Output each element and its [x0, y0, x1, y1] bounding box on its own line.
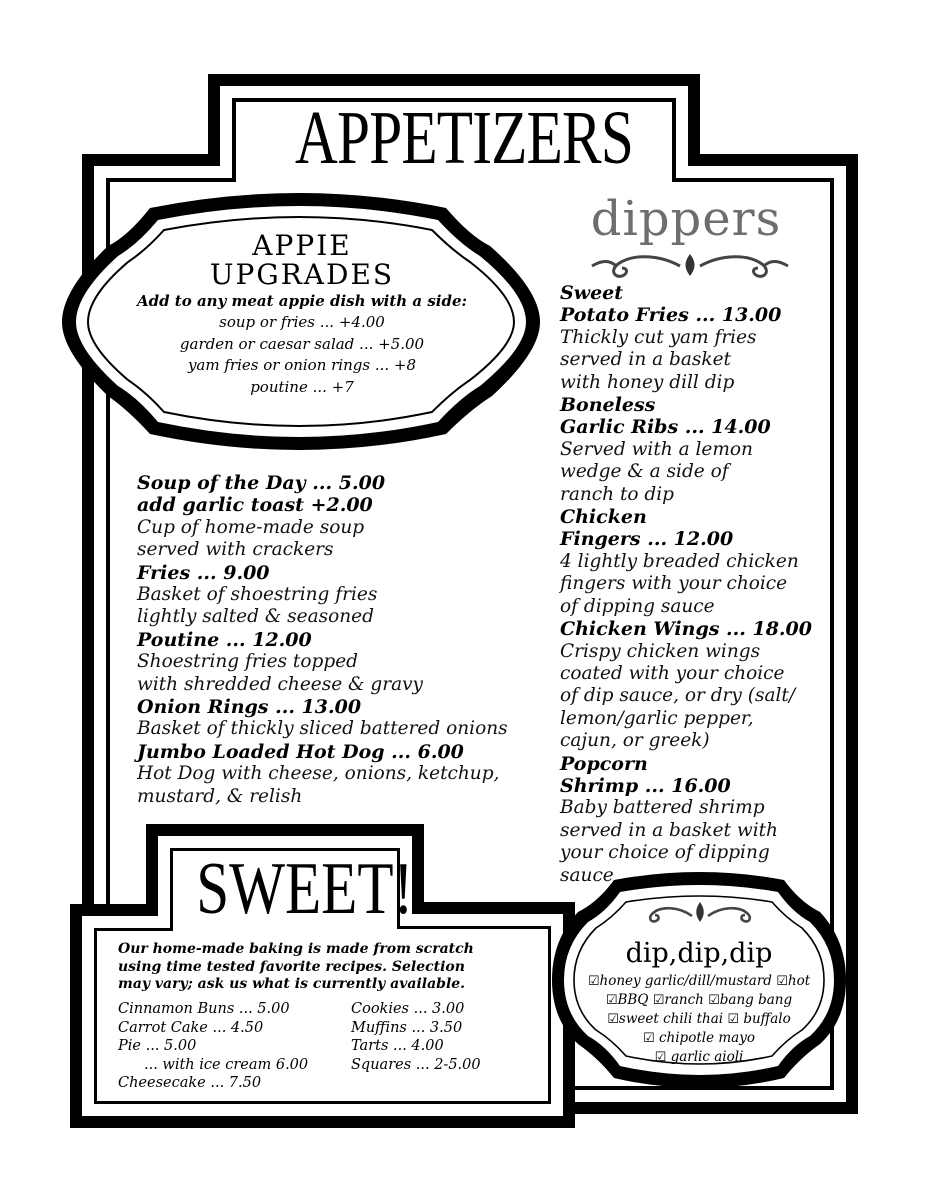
- sweet-item: Squares ... 2-5.00: [351, 1056, 481, 1073]
- item-description: Served with a lemon: [560, 438, 753, 460]
- item-title: Shrimp ... 16.00: [560, 774, 731, 797]
- dip-option: bang bang: [719, 992, 793, 1008]
- item-description: wedge & a side of: [560, 461, 729, 483]
- checkbox-icon: ☑: [652, 993, 665, 1008]
- item-title: Jumbo Loaded Hot Dog ... 6.00: [137, 740, 464, 763]
- dip-line: [566, 972, 832, 991]
- dippers-title: dippers: [590, 191, 782, 247]
- sweet-item: Pie ... 5.00: [118, 1038, 197, 1054]
- item-description: cajun, or greek): [560, 730, 710, 752]
- sweet-title: SWEET!: [196, 848, 414, 930]
- item-description: of dip sauce, or dry (salt/: [560, 685, 796, 707]
- item-description: Thickly cut yam fries: [560, 326, 757, 348]
- dip-line: [566, 991, 832, 1010]
- checkbox-icon: ☑: [708, 993, 720, 1008]
- upgrade-line: garden or caesar salad ... +5.00: [179, 334, 425, 353]
- item-description: mustard, & relish: [137, 785, 303, 807]
- item-title: Sweet: [560, 282, 624, 304]
- checkbox-icon: ☑: [776, 974, 788, 989]
- item-title: Poutine ... 12.00: [137, 628, 312, 651]
- item-title: Chicken Wings ... 18.00: [560, 618, 812, 641]
- item-title: Potato Fries ... 13.00: [560, 304, 782, 327]
- sweet-item: Cheesecake ... 7.50: [118, 1075, 262, 1091]
- dip-flourish-icon: [634, 900, 766, 926]
- sweet-intro-line: using time tested favorite recipes. Selection: [118, 958, 465, 975]
- item-title: Popcorn: [560, 752, 648, 775]
- menu-item-sweet-potato-fries: [560, 282, 828, 394]
- item-description: your choice of dipping: [560, 842, 770, 864]
- upgrade-line: poutine ... +7: [250, 377, 354, 396]
- menu-item-hot-dog: [137, 741, 537, 808]
- menu-item-garlic-ribs: [560, 394, 828, 506]
- item-description: fingers with your choice: [560, 573, 788, 595]
- dip-option: hot: [787, 973, 811, 989]
- checkbox-icon: ☑: [587, 974, 600, 989]
- menu-item-poutine: [137, 629, 537, 696]
- dip-option: ranch: [664, 992, 704, 1008]
- menu-item-onion-rings: [137, 696, 537, 741]
- item-description: with honey dill dip: [560, 371, 735, 393]
- item-description: served with crackers: [137, 539, 334, 561]
- item-description: lightly salted & seasoned: [137, 606, 374, 628]
- item-description: sauce: [560, 864, 614, 886]
- menu-item-fries: [137, 562, 537, 629]
- checkbox-icon: ☑: [607, 1012, 619, 1027]
- item-description: served in a basket: [560, 349, 731, 371]
- dip-option: honey garlic/dill/mustard: [599, 973, 772, 989]
- item-description: Hot Dog with cheese, onions, ketchup,: [137, 763, 500, 785]
- upgrades-title-line1: APPIE: [252, 229, 352, 262]
- item-description: Crispy chicken wings: [560, 640, 761, 662]
- sweet-item: Cinnamon Buns ... 5.00: [118, 1001, 290, 1017]
- dip-option: chipotle mayo: [658, 1030, 755, 1046]
- dip-option: sweet chili thai: [618, 1011, 724, 1027]
- item-title: add garlic toast +2.00: [137, 494, 373, 517]
- item-description: ranch to dip: [560, 483, 674, 505]
- dips-title: dip,dip,dip: [625, 938, 773, 969]
- sweet-intro-line: may vary; ask us what is currently available.: [118, 976, 466, 992]
- item-title: Chicken: [560, 506, 647, 529]
- sweet-item: ... with ice cream 6.00: [144, 1056, 309, 1073]
- dip-line: [566, 1010, 832, 1029]
- menu-item-soup: [137, 472, 537, 562]
- sweet-item: Carrot Cake ... 4.50: [118, 1019, 264, 1036]
- menu-item-popcorn-shrimp: [560, 753, 828, 887]
- item-description: Shoestring fries topped: [137, 651, 358, 673]
- checkbox-icon: ☑: [727, 1012, 740, 1027]
- checkbox-icon: ☑: [605, 993, 618, 1008]
- item-description: lemon/garlic pepper,: [560, 707, 754, 729]
- item-description: Baby battered shrimp: [560, 797, 765, 819]
- sweet-column-1: [118, 1000, 348, 1093]
- sweet-column-2: [351, 1000, 541, 1074]
- item-description: 4 lightly breaded chicken: [560, 550, 799, 572]
- sweet-item: Muffins ... 3.50: [351, 1019, 463, 1036]
- item-description: with shredded cheese & gravy: [137, 673, 424, 695]
- item-title: Garlic Ribs ... 14.00: [560, 416, 771, 439]
- page-title: APPETIZERS: [294, 96, 634, 180]
- item-description: Cup of home-made soup: [137, 516, 365, 538]
- sweet-intro: [118, 941, 538, 994]
- item-description: Basket of shoestring fries: [137, 584, 378, 606]
- dip-line: [566, 1029, 832, 1048]
- flourish-ornament-icon: [588, 250, 792, 282]
- sweet-item: Cookies ... 3.00: [351, 1001, 465, 1017]
- sweet-item: Tarts ... 4.00: [351, 1038, 444, 1054]
- checkbox-icon: ☑: [654, 1050, 667, 1065]
- checkbox-icon: ☑: [643, 1031, 655, 1046]
- item-title: Fingers ... 12.00: [560, 528, 734, 551]
- sweet-intro-line: Our home-made baking is made from scratch: [118, 941, 474, 957]
- item-title: Onion Rings ... 13.00: [137, 696, 362, 719]
- item-title: Fries ... 9.00: [137, 561, 270, 584]
- dip-option: BBQ: [617, 992, 649, 1008]
- upgrade-line: soup or fries ... +4.00: [219, 313, 385, 331]
- item-title: Soup of the Day ... 5.00: [137, 472, 386, 494]
- menu-item-chicken-wings: [560, 618, 828, 752]
- item-description: served in a basket with: [560, 819, 778, 841]
- dip-option: garlic aioli: [670, 1049, 744, 1065]
- item-description: of dipping sauce: [560, 595, 715, 617]
- menu-item-chicken-fingers: [560, 506, 828, 618]
- item-description: coated with your choice: [560, 662, 785, 684]
- dip-line: [566, 1048, 832, 1067]
- dippers-list: [560, 282, 828, 887]
- item-title: Boneless: [560, 394, 656, 417]
- dip-option: buffalo: [739, 1011, 791, 1027]
- appetizer-list: [137, 472, 537, 808]
- item-description: Basket of thickly sliced battered onions: [137, 718, 508, 740]
- upgrade-line: yam fries or onion rings ... +8: [187, 356, 417, 374]
- upgrades-panel: [100, 229, 504, 398]
- upgrades-title-line2: UPGRADES: [209, 258, 395, 291]
- dips-panel: [566, 936, 832, 1067]
- upgrades-intro: Add to any meat appie dish with a side:: [136, 292, 468, 310]
